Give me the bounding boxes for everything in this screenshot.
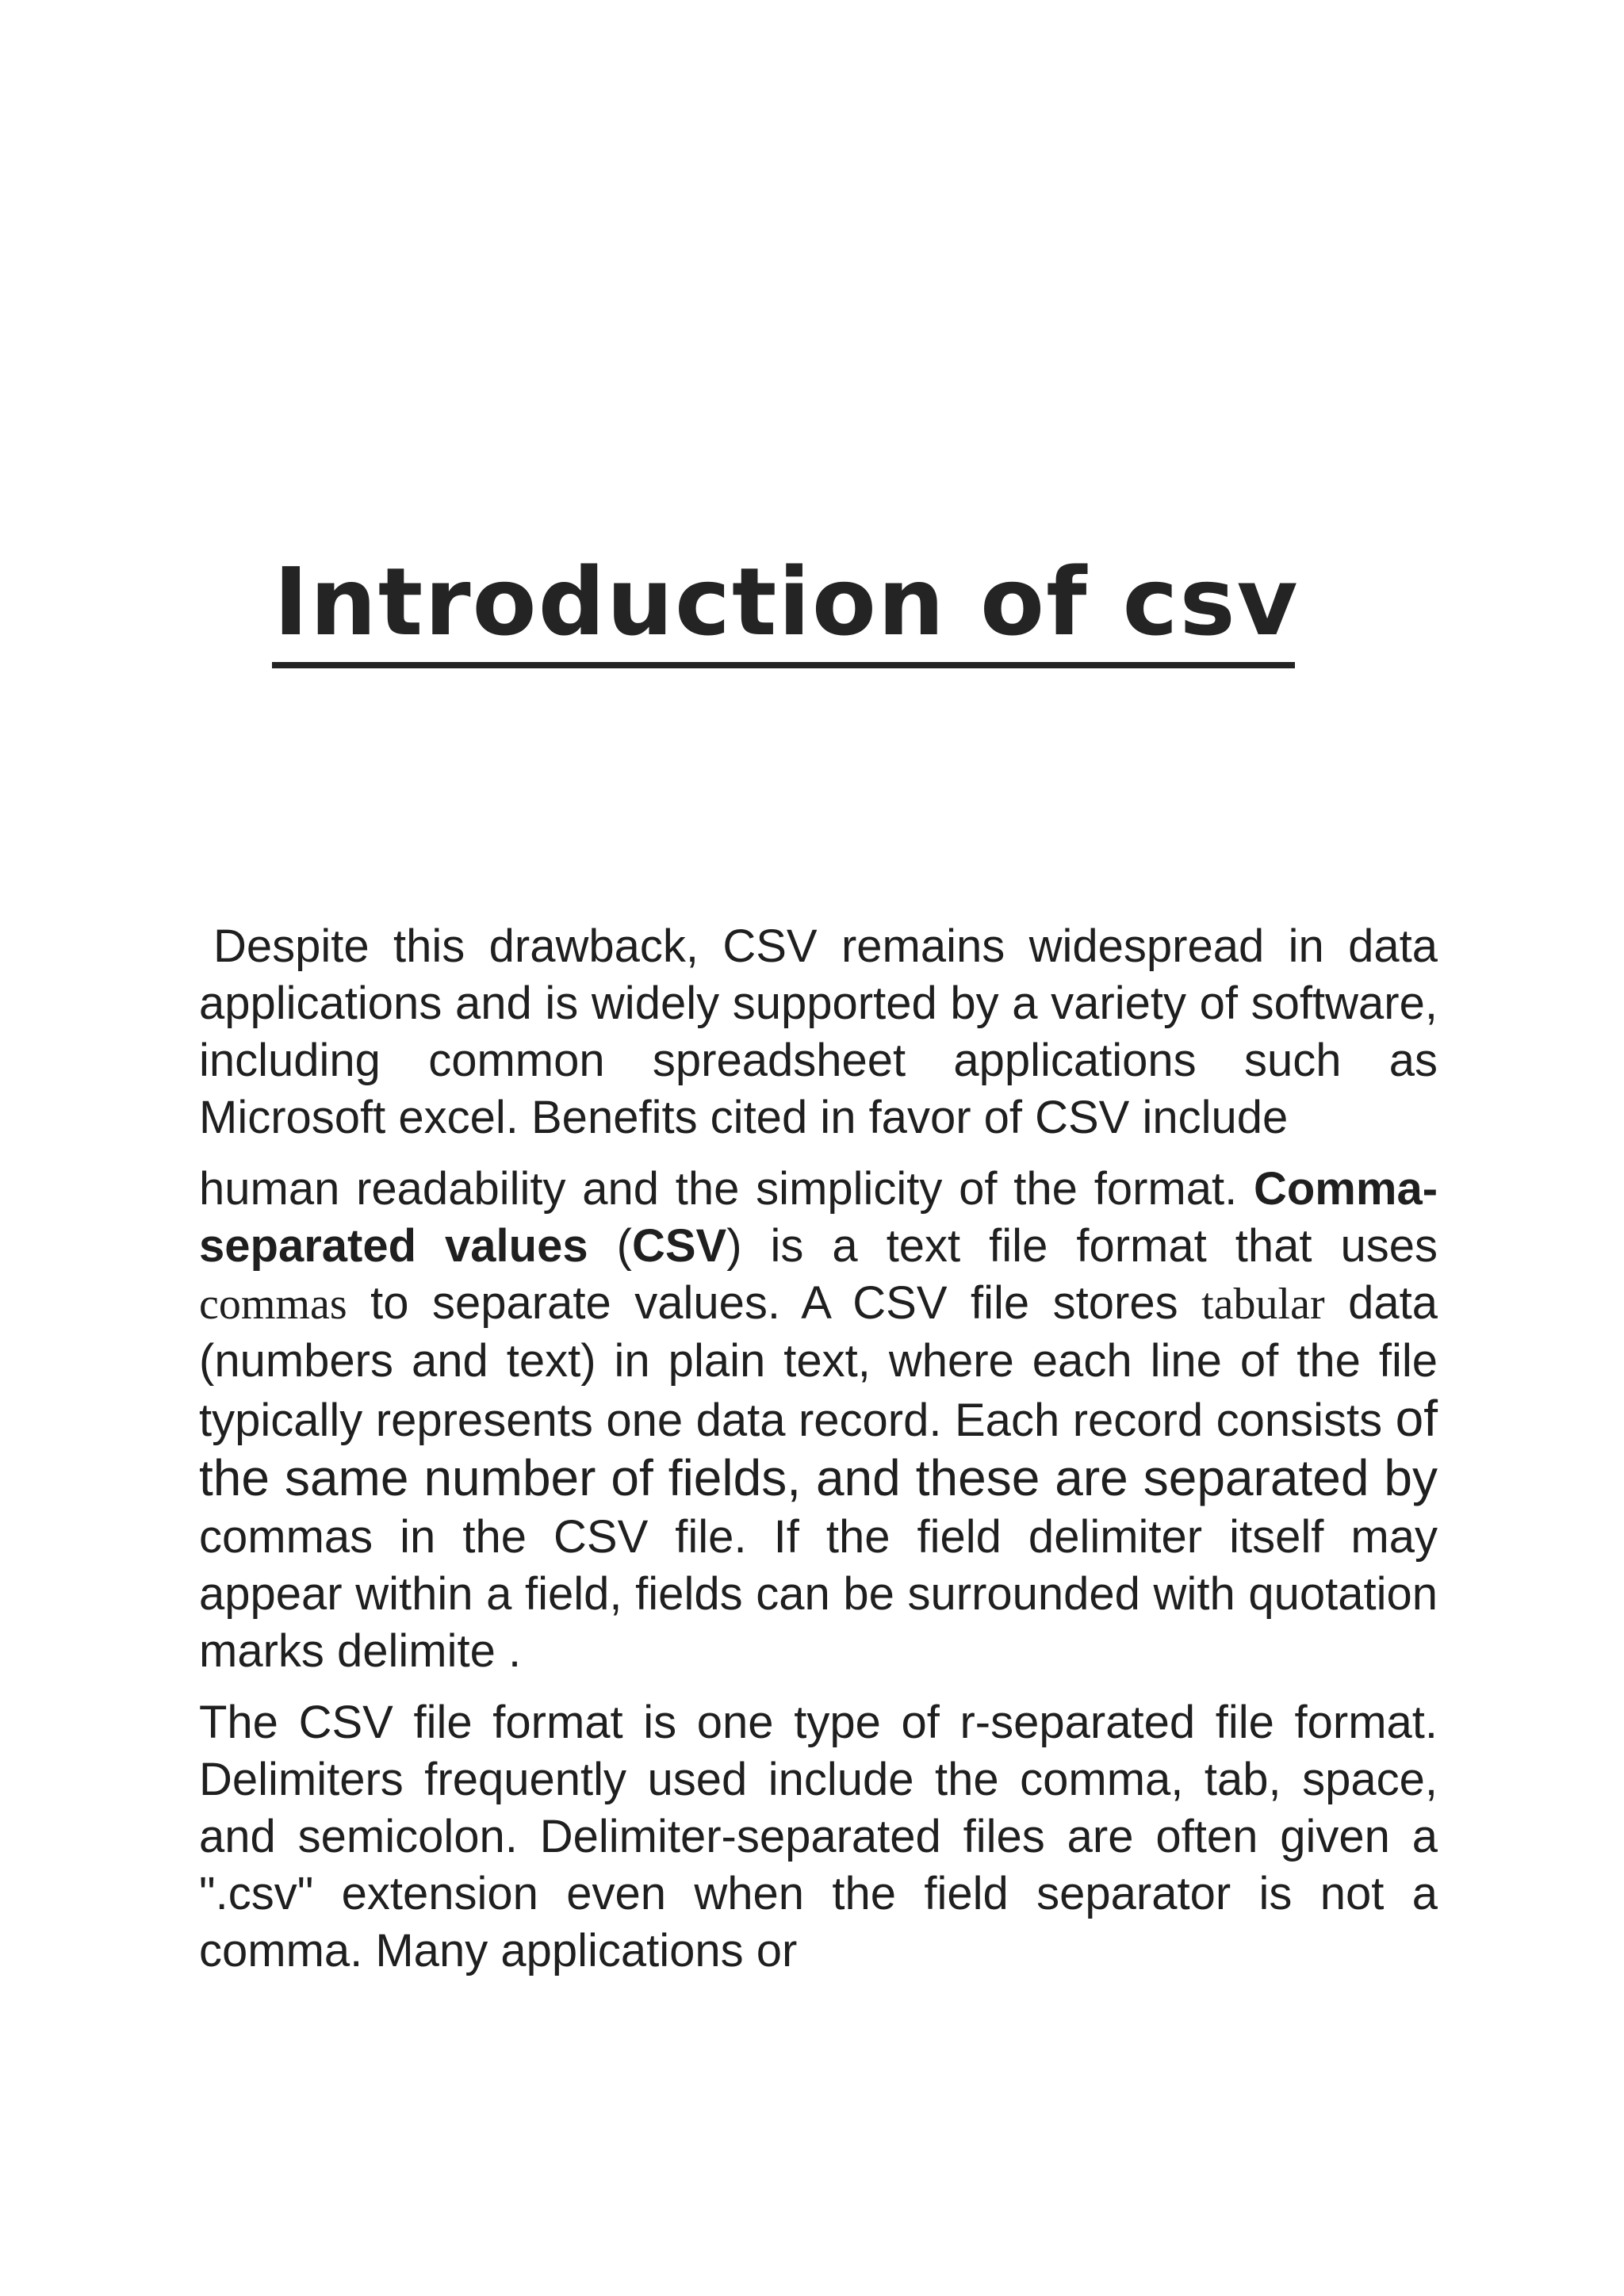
paragraph-2-text-d: data (numbers and text) in plain text, where each line of the file typically represents one data record. Each record consists xyxy=(199,1277,1438,1446)
page-title: Introduction of csv xyxy=(274,547,1300,656)
paragraph-1-rest: applications and is widely supported by a variety of software, including common spreadsheet applications such as Microsoft excel. Benefits cited in favor of CSV include xyxy=(199,978,1438,1143)
term-comma-separated-values: Comma-separated values xyxy=(199,1163,1438,1272)
paragraph-1 xyxy=(199,918,1438,1146)
paragraph-2 xyxy=(199,1161,1438,1680)
paragraph-1-first-line: Despite this drawback, CSV remains widespread in data xyxy=(213,920,1438,972)
paragraph-2-text-e: commas in the CSV file. If the field delimiter itself may appear within a field, fields can be surrounded with quotation marks delimite . xyxy=(199,1511,1438,1677)
paragraph-2-text-b: ) is a text file format that uses xyxy=(726,1220,1438,1272)
paragraph-2-text-c: to separate values. A CSV file stores xyxy=(347,1277,1202,1329)
title-underline xyxy=(272,662,1295,668)
paragraph-2-large-text: of the same number of fields, and these are separated by xyxy=(199,1390,1438,1506)
paragraph-2-text-a: ( xyxy=(588,1220,632,1272)
paragraph-3: The CSV file format is one type of r-separated file format. Delimiters frequently used include the comma, tab, space, and semicolon. Delimiter-separated files are often given a ".csv" extension even when the field separator is not a comma. Many applications or xyxy=(199,1697,1438,1976)
term-csv: CSV xyxy=(631,1220,727,1272)
word-commas: commas xyxy=(199,1280,347,1329)
body-text xyxy=(199,918,1438,1980)
paragraph-2-sentence-1: human readability and the simplicity of the format. xyxy=(199,1163,1238,1215)
word-tabular: tabular xyxy=(1201,1280,1325,1329)
